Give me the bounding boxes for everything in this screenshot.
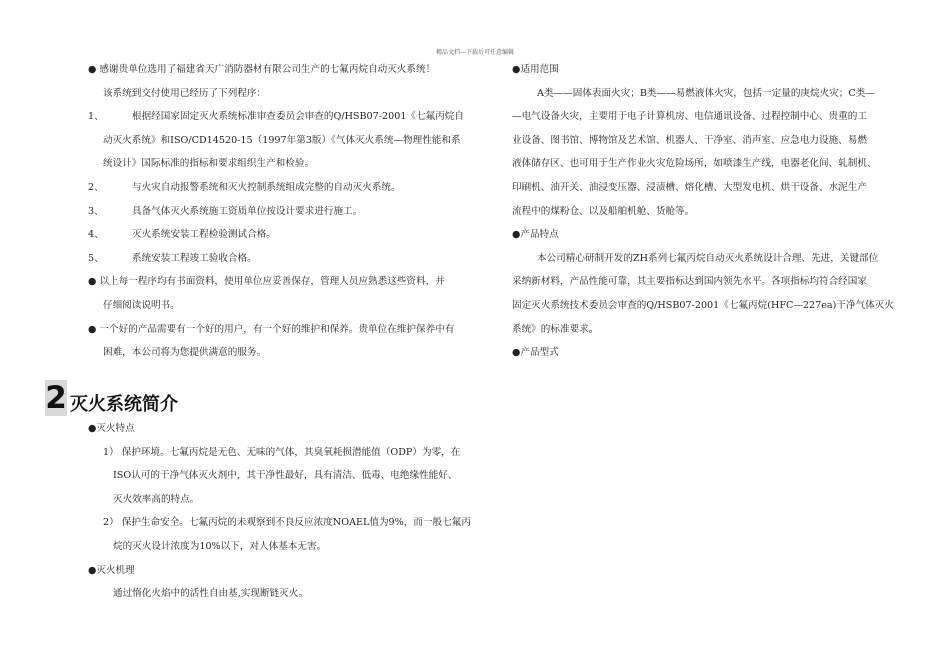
scope-line: A类——固体表面火灾；B类——易燃液体火灾，包括一定量的庚烷火灾；C类— [537,87,875,99]
step-number: 1、 [88,111,104,123]
section-number: 2 [45,380,67,416]
mechanism-text: 通过惰化火焰中的活性自由基,实现断链灭火。 [113,588,308,600]
right-column [512,58,892,365]
feature-item-1-cont: 灭火效率高的特点。 [113,493,200,505]
step-4: 4、 灭火系统安装工程检验测试合格。 [88,223,468,247]
section-title: 灭火系统简介 [70,394,178,415]
step-number: 3、 [88,205,104,217]
step-2: 2、 与火灾自动报警系统和灭火控制系统组成完整的自动灭火系统。 [88,176,468,200]
step-number: 2、 [88,181,104,193]
intro-text: 该系统到交付使用已经历了下列程序： [103,87,267,99]
step-number: 5、 [88,252,104,264]
step-5: 5、 系统安装工程竣工验收合格。 [88,247,468,271]
thanks-text: ● 感谢贵单位选用了福建省天广消防器材有限公司生产的七氟丙烷自动灭火系统！ [88,64,436,75]
scope-line: 流程中的煤粉仓、以及船舶机舱、货舱等。 [512,205,695,217]
feature-item-2-cont: 烷的灭火设计浓度为10%以下，对人体基本无害。 [113,540,327,552]
scope-line: 液体储存区、也可用于生产作业火灾危险场所，如喷漆生产线，电器老化间、轧制机、 [512,158,877,170]
features-line: 本公司精心研制开发的ZH系列七氟丙烷自动灭火系统设计合理、先进，关键部位 [537,252,879,264]
scope-line: —电气设备火灾，主要用于电子计算机房、电信通讯设备、过程控制中心、贵重的工 [512,111,867,123]
feature-item-2: 2） 保护生命安全。七氟丙烷的未观察到不良反应浓度NOAEL值为9%，而一般七氟丙 [103,517,471,529]
left-column [88,58,468,365]
features-line: 固定灭火系统技术委员会审查的Q/HSB07-2001《七氟丙烷(HFC—227ea)干净气体灭火 [512,299,894,311]
step-3: 3、 具备气体灭火系统施工资质单位按设计要求进行施工。 [88,200,468,224]
note-1-cont: 仔细阅读说明书。 [103,299,180,311]
step-number: 4、 [88,229,104,241]
feature-item-1-cont: ISO认可的干净气体灭火剂中，其干净性最好，具有清洁、低毒、电绝缘性能好、 [113,470,458,482]
features-line: 采纳新材料，产品性能可靠，其主要指标达到国内领先水平。各项指标均符合经国家 [512,276,867,288]
scope-line: 业设备、图书馆、博物馆及艺术馆、机器人、干净室、消声室、应急电力设施、易燃 [512,134,867,146]
subheading-product-features: ●产品特点 [512,229,559,241]
feature-item-1: 1） 保护环境。七氟丙烷是无色、无味的气体，其臭氧耗损潜能值（ODP）为零，在 [103,446,461,458]
note-2: ● 一个好的产品需要有一个好的用户，有一个好的维护和保养。贵单位在维护保养中有 [88,323,455,335]
step-1: 1、 根据经国家固定灭火系统标准审查委员会审查的Q/HSB07-2001《七氟丙烷自 [88,105,468,129]
note-2-cont: 困难，本公司将为您提供满意的服务。 [103,347,267,359]
page-header: 精品文档---下载后可任意编辑 [435,49,515,56]
subheading-features: ●灭火特点 [88,423,135,434]
note-1: ● 以上每一程序均有书面资料，使用单位应妥善保存，管理人员应熟悉这些资料，并 [88,276,445,288]
subheading-product-type: ●产品型式 [512,347,559,359]
subheading-mechanism: ●灭火机理 [88,564,135,576]
scope-line: 印刷机、油开关、油浸变压器、浸渍槽、熔化槽、大型发电机、烘干设备、水泥生产 [512,181,867,193]
step-1-cont: 动灭火系统》和ISO/CD14520-15（1997年第3版）《气体灭火系统—物理性能和系 [103,134,461,146]
section-body [88,417,471,606]
step-1-cont: 统设计》国际标准的指标和要求组织生产和检验。 [103,158,315,170]
features-line: 系统》的标准要求。 [512,323,599,335]
subheading-scope: ●适用范围 [512,64,559,75]
